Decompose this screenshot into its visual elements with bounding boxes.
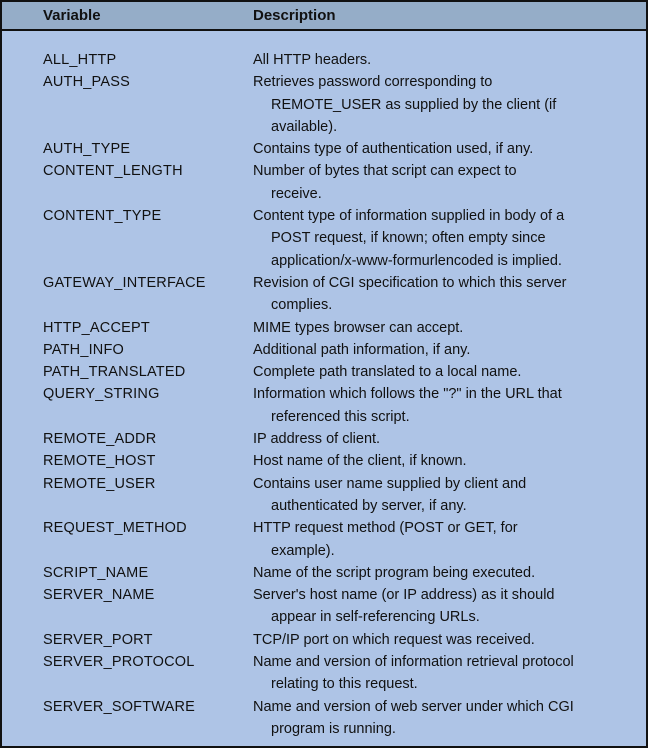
variable-description [253, 584, 623, 629]
variable-description [253, 205, 623, 272]
table-row [2, 317, 646, 339]
description-continuation: authenticated by server, if any. [271, 497, 467, 514]
table-row [2, 205, 646, 272]
table-body [2, 49, 646, 740]
variable-description [253, 562, 623, 584]
description-continuation: program is running. [271, 720, 396, 737]
table-row [2, 629, 646, 651]
table-row [2, 138, 646, 160]
table-row [2, 562, 646, 584]
variable-name: SERVER_PROTOCOL [43, 654, 195, 671]
table-row [2, 584, 646, 629]
variable-name: HTTP_ACCEPT [43, 319, 150, 336]
variable-name: REMOTE_ADDR [43, 431, 157, 448]
table-row [2, 272, 646, 317]
variable-name: REMOTE_USER [43, 475, 156, 492]
variable-description [253, 651, 623, 696]
description-line: IP address of client. [253, 431, 381, 448]
variable-description [253, 517, 623, 562]
variable-description [253, 138, 623, 160]
description-line: MIME types browser can accept. [253, 319, 464, 336]
header-variable: Variable [43, 7, 101, 24]
table-header [2, 2, 646, 31]
table-row [2, 71, 646, 138]
table-row [2, 651, 646, 696]
variable-name: SERVER_SOFTWARE [43, 698, 196, 715]
description-line: Revision of CGI specification to which this server [253, 274, 567, 291]
variable-name: PATH_TRANSLATED [43, 364, 186, 381]
description-line: All HTTP headers. [253, 52, 372, 68]
variable-name: PATH_INFO [43, 341, 125, 358]
variable-name: QUERY_STRING [43, 386, 160, 403]
variable-description [253, 317, 623, 339]
description-continuation: application/x-www-formurlencoded is implied. [271, 252, 562, 269]
description-continuation: example). [271, 542, 335, 559]
variable-description [253, 339, 623, 361]
variable-description [253, 160, 623, 205]
variable-description [253, 272, 623, 317]
variable-description [253, 71, 623, 138]
variable-description [253, 450, 623, 472]
table-row [2, 696, 646, 741]
description-line: Additional path information, if any. [253, 341, 471, 358]
description-line: Name of the script program being executed. [253, 564, 536, 581]
description-line: Number of bytes that script can expect to [253, 163, 517, 180]
description-line: Content type of information supplied in body of a [253, 208, 565, 225]
description-continuation: POST request, if known; often empty since [271, 230, 546, 247]
description-line: Contains user name supplied by client and [253, 475, 527, 492]
variable-description [253, 428, 623, 450]
variable-name: SCRIPT_NAME [43, 564, 149, 581]
description-line: Host name of the client, if known. [253, 453, 467, 470]
variable-description [253, 49, 623, 71]
variable-name: ALL_HTTP [43, 52, 117, 68]
variable-description [253, 473, 623, 518]
description-line: Information which follows the "?" in the URL that [253, 386, 562, 403]
description-line: HTTP request method (POST or GET, for [253, 520, 518, 537]
description-continuation: available). [271, 118, 338, 135]
variable-name: AUTH_TYPE [43, 141, 131, 158]
description-continuation: relating to this request. [271, 676, 418, 693]
variable-name: REMOTE_HOST [43, 453, 156, 470]
description-line: Complete path translated to a local name. [253, 364, 522, 381]
table-row [2, 473, 646, 518]
table-row [2, 339, 646, 361]
header-description: Description [253, 7, 336, 24]
description-line: Contains type of authentication used, if any. [253, 141, 534, 158]
variable-name: REQUEST_METHOD [43, 520, 187, 537]
variable-name: GATEWAY_INTERFACE [43, 274, 206, 291]
table-row [2, 383, 646, 428]
description-continuation: REMOTE_USER as supplied by the client (if [271, 96, 557, 113]
variable-name: CONTENT_TYPE [43, 208, 162, 225]
variable-name: SERVER_NAME [43, 587, 155, 604]
description-line: Server's host name (or IP address) as it should [253, 587, 555, 604]
variable-name: CONTENT_LENGTH [43, 163, 183, 180]
description-continuation: complies. [271, 297, 333, 314]
description-continuation: referenced this script. [271, 408, 410, 425]
variable-description [253, 383, 623, 428]
description-line: Retrieves password corresponding to [253, 74, 493, 91]
variable-description [253, 361, 623, 383]
description-line: Name and version of web server under which CGI [253, 698, 574, 715]
table-row [2, 428, 646, 450]
variable-description [253, 696, 623, 741]
variable-name: AUTH_PASS [43, 74, 130, 91]
table-row [2, 160, 646, 205]
description-continuation: appear in self-referencing URLs. [271, 609, 480, 626]
variable-name: SERVER_PORT [43, 631, 153, 648]
table-row [2, 517, 646, 562]
table-row [2, 361, 646, 383]
variable-description [253, 629, 623, 651]
table-row [2, 450, 646, 472]
description-continuation: receive. [271, 185, 322, 202]
description-line: Name and version of information retrieval protocol [253, 654, 574, 671]
table-row [2, 49, 646, 71]
description-line: TCP/IP port on which request was received. [253, 631, 535, 648]
